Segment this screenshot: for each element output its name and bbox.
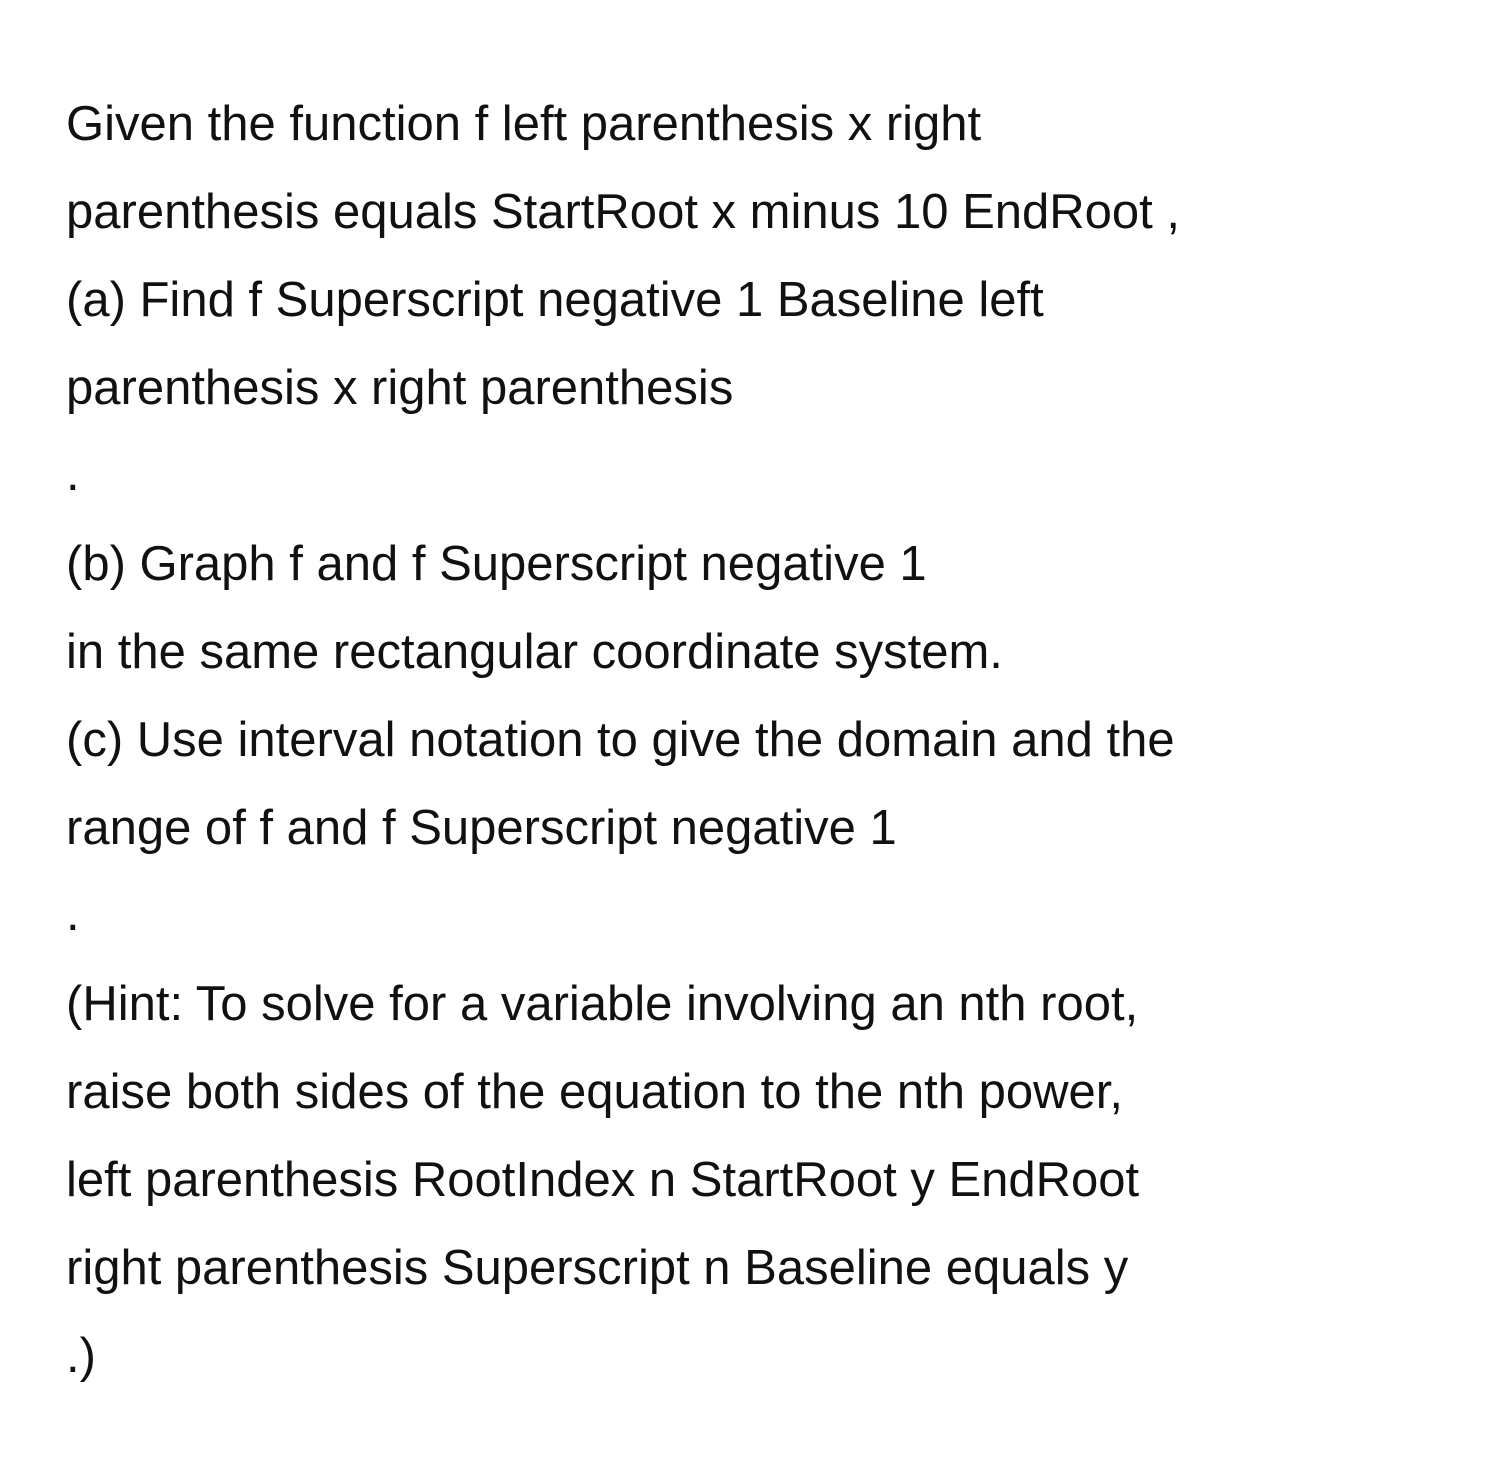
part-c-line-2: range of f and f Superscript negative 1 [66,801,897,855]
part-c-period: . [66,887,80,941]
intro-line-2: parenthesis equals StartRoot x minus 10 EndRoot , [66,185,1181,239]
hint-line-1: (Hint: To solve for a variable involving an nth root, [66,977,1139,1031]
part-c-line-1: (c) Use interval notation to give the domain and the [66,713,1175,767]
part-a-line-1: (a) Find f Superscript negative 1 Baseline left [66,273,1044,327]
hint-end: .) [66,1329,96,1383]
hint-line-4: right parenthesis Superscript n Baseline equals y [66,1241,1129,1295]
hint-line-3: left parenthesis RootIndex n StartRoot y EndRoot [66,1153,1140,1207]
hint-line-2: raise both sides of the equation to the nth power, [66,1065,1123,1119]
part-b-line-2: in the same rectangular coordinate system. [66,625,1003,679]
part-a-period: . [66,447,80,501]
part-a-line-2: parenthesis x right parenthesis [66,361,734,415]
intro-line-1: Given the function f left parenthesis x right [66,97,982,151]
part-b-line-1: (b) Graph f and f Superscript negative 1 [66,537,927,591]
